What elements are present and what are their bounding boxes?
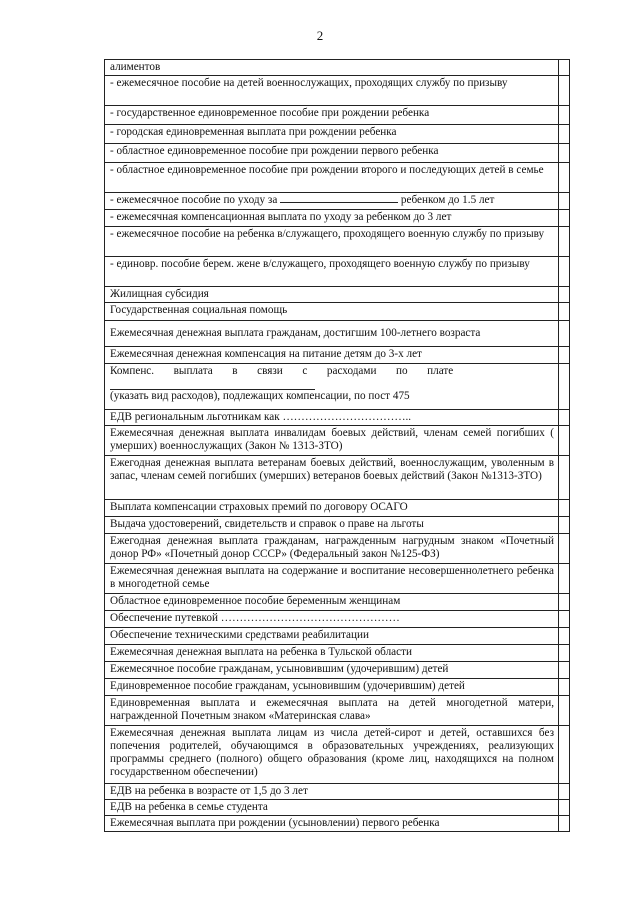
row-text: Ежемесячная выплата при рождении (усыновлении) первого ребенка [105,816,559,832]
row-text: - областное единовременное пособие при рождении первого ребенка [105,144,559,163]
row-text: Областное единовременное пособие беременным женщинам [105,593,559,610]
table-row [105,725,570,783]
check-cell[interactable] [559,563,570,593]
row-text: Ежемесячная денежная компенсация на питание детям до 3-х лет [105,347,559,363]
table-row [105,144,570,163]
table-row [105,800,570,816]
table-row [105,210,570,227]
table-row [105,163,570,193]
row-text: Ежемесячная денежная выплата лицам из числа детей-сирот и детей, оставшихся без попечения родителей, обучающимся в образовательных учреждениях, реализующих программы среднего (полного) общего образования (кроме лиц, находящихся на полном государственном обеспечении) [105,725,559,783]
row-text: Обеспечение путевкой ………………………………………… [105,610,559,627]
check-cell[interactable] [559,425,570,455]
check-cell[interactable] [559,76,570,106]
row-text: Выплата компенсации страховых премий по договору ОСАГО [105,499,559,516]
check-cell[interactable] [559,516,570,533]
row-text: Единовременное пособие гражданам, усыновившим (удочерившим) детей [105,678,559,695]
table-row [105,610,570,627]
row-text: Ежемесячная денежная выплата гражданам, достигшим 100-летнего возраста [105,321,559,347]
row-text: - государственное единовременное пособие при рождении ребенка [105,106,559,125]
table-row [105,303,570,321]
row-text: Государственная социальная помощь [105,303,559,321]
row-text-part: (указать вид расходов), подлежащих компенсации, по пост 475 [110,389,410,402]
check-cell[interactable] [559,644,570,661]
table-row [105,695,570,725]
row-text: Ежемесячное пособие гражданам, усыновившим (удочерившим) детей [105,661,559,678]
row-text: алиментов [105,60,559,76]
check-cell[interactable] [559,303,570,321]
row-text: Ежемесячная денежная выплата инвалидам боевых действий, членам семей погибших ( умерших) военнослужащих (Закон № 1313-ЗТО) [105,425,559,455]
benefits-table [104,59,570,832]
check-cell[interactable] [559,287,570,303]
row-text: Ежегодная денежная выплата гражданам, награжденным нагрудным знаком «Почетный донор РФ» «Почетный донор СССР» (Федеральный закон №125-ФЗ) [105,533,559,563]
table-row [105,783,570,799]
row-text: Обеспечение техническими средствами реабилитации [105,627,559,644]
check-cell[interactable] [559,455,570,499]
table-row [105,627,570,644]
check-cell[interactable] [559,125,570,144]
row-text: Ежемесячная денежная выплата на содержание и воспитание несовершеннолетнего ребенка в многодетной семье [105,563,559,593]
blank-line [110,378,315,390]
row-text [105,193,559,210]
check-cell[interactable] [559,695,570,725]
table-row [105,257,570,287]
row-text: - ежемесячное пособие на детей военнослужащих, проходящих службу по призыву [105,76,559,106]
check-cell[interactable] [559,593,570,610]
check-cell[interactable] [559,678,570,695]
check-cell[interactable] [559,409,570,425]
page-number: 2 [316,28,324,43]
check-cell[interactable] [559,627,570,644]
table-row [105,533,570,563]
check-cell[interactable] [559,257,570,287]
row-text: Жилищная субсидия [105,287,559,303]
row-text: - областное единовременное пособие при рождении второго и последующих детей в семье [105,163,559,193]
row-text [105,363,559,409]
table-row [105,661,570,678]
check-cell[interactable] [559,193,570,210]
check-cell[interactable] [559,783,570,799]
table-row [105,347,570,363]
table-row [105,678,570,695]
check-cell[interactable] [559,610,570,627]
table-row [105,563,570,593]
row-text: - городская единовременная выплата при рождении ребенка [105,125,559,144]
table-row [105,193,570,210]
row-text-part: ребенком до 1.5 лет [400,194,495,207]
table-row [105,425,570,455]
table-row [105,76,570,106]
row-text: ЕДВ региональным льготникам как …………………………….. [105,409,559,425]
table-row [105,125,570,144]
check-cell[interactable] [559,347,570,363]
table-row [105,321,570,347]
check-cell[interactable] [559,816,570,832]
blank-line [280,201,398,203]
table-row [105,644,570,661]
row-text: ЕДВ на ребенка в семье студента [105,800,559,816]
table-row [105,816,570,832]
table-row [105,106,570,125]
row-text: Единовременная выплата и ежемесячная выплата на детей многодетной матери, награжденной Почетным знаком «Материнская слава» [105,695,559,725]
check-cell[interactable] [559,60,570,76]
row-text: Ежегодная денежная выплата ветеранам боевых действий, военнослужащим, уволенным в запас, членам семей погибших (умерших) ветеранов боевых действий (Закон №1313-ЗТО) [105,455,559,499]
row-text-part: Компенс. выплата в связи с расходами по плате [110,364,454,377]
table-row [105,409,570,425]
check-cell[interactable] [559,725,570,783]
table-row [105,499,570,516]
check-cell[interactable] [559,210,570,227]
table-row [105,287,570,303]
check-cell[interactable] [559,363,570,409]
row-text: Ежемесячная денежная выплата на ребенка в Тульской области [105,644,559,661]
row-text: - ежемесячное пособие на ребенка в/служащего, проходящего военную службу по призыву [105,227,559,257]
row-text: - ежемесячная компенсационная выплата по уходу за ребенком до 3 лет [105,210,559,227]
table-row [105,363,570,409]
check-cell[interactable] [559,661,570,678]
check-cell[interactable] [559,144,570,163]
table-row [105,455,570,499]
check-cell[interactable] [559,227,570,257]
check-cell[interactable] [559,321,570,347]
row-text-part: - ежемесячное пособие по уходу за [110,194,278,207]
row-text: ЕДВ на ребенка в возрасте от 1,5 до 3 лет [105,783,559,799]
row-text: - единовр. пособие берем. жене в/служащего, проходящего военную службу по призыву [105,257,559,287]
check-cell[interactable] [559,106,570,125]
check-cell[interactable] [559,533,570,563]
table-row [105,593,570,610]
check-cell[interactable] [559,800,570,816]
check-cell[interactable] [559,163,570,193]
check-cell[interactable] [559,499,570,516]
table-row [105,60,570,76]
row-text: Выдача удостоверений, свидетельств и справок о праве на льготы [105,516,559,533]
table-row [105,227,570,257]
table-row [105,516,570,533]
